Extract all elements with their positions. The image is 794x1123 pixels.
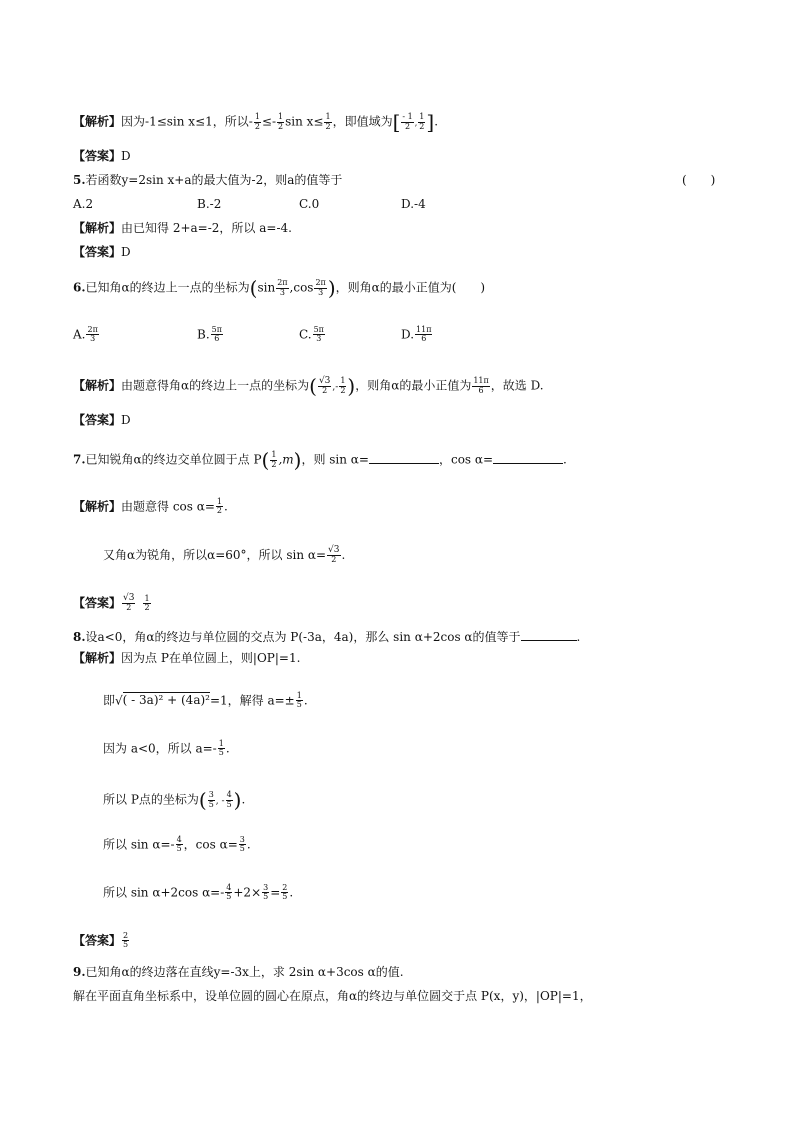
option-a: A. $\frac{2\pi}{3}$ xyxy=(73,325,98,344)
answer-tag: 【答案】 xyxy=(73,595,122,610)
option-a: A.2 xyxy=(73,197,94,211)
option-c: C. $\frac{5\pi}{3}$ xyxy=(299,325,324,344)
fraction: $\frac{1}{2}$ xyxy=(216,497,223,516)
q6-answer xyxy=(73,414,131,426)
option-b: B. $\frac{5\pi}{6}$ xyxy=(197,325,222,344)
q7-analysis: 【解析】由题意得 cos α= $\frac{1}{2}$ . xyxy=(73,497,228,516)
question-number: 5. xyxy=(73,173,86,187)
fraction: $\frac{2\pi}{3}$ xyxy=(315,278,326,297)
analysis-tag: 【解析】 xyxy=(73,499,122,514)
fraction: $\frac{- 1}{2}$ xyxy=(402,112,413,131)
option-c: C.0 xyxy=(299,197,320,211)
analysis-text: 由题意得 cos α= xyxy=(121,499,215,514)
question-number: 9. xyxy=(73,965,86,979)
q9-solution: 解在平面直角坐标系中，设单位圆的圆心在原点，角α的终边与单位圆交于点 P(x，y)，|OP|=1， xyxy=(73,989,592,1003)
q6-options xyxy=(73,326,473,350)
fraction: $\frac{1}{5}$ xyxy=(296,691,302,710)
answer-value: D xyxy=(121,245,131,259)
question-7: 7.已知锐角α的终边交单位圆于点 P( $\frac{1}{2}$ ,m)，则 sin α= ，cos α= . xyxy=(73,448,567,472)
analysis-text: 由已知得 2+a=-2，所以 a=-4. xyxy=(121,221,292,235)
question-text: 已知角α的终边落在直线y=-3x上，求 2sin α+3cos α的值. xyxy=(85,965,404,979)
question-9 xyxy=(73,966,404,978)
analysis-tag: 【解析】 xyxy=(73,221,122,235)
fill-blank-cos[interactable] xyxy=(493,451,563,464)
question-8: 8.设a<0，角α的终边与单位圆的交点为 P(-3a，4a)，那么 sin α+2cos α的值等于 . xyxy=(73,630,581,644)
analysis-tag: 【解析】 xyxy=(73,378,122,393)
answer-tag: 【答案】 xyxy=(73,413,122,427)
question-5 xyxy=(73,174,342,186)
q6-analysis: 【解析】由题意得角α的终边上一点的坐标为( $\frac{√3}{2}$ ,- $\frac{1}{2}$ )，则角α的最小正值为 $\frac{11\pi}{6}$ ，故选 D. xyxy=(73,374,544,398)
answer-tag: 【答案】 xyxy=(73,933,122,948)
fraction: $\frac{2\pi}{3}$ xyxy=(277,278,288,297)
q8-step-4: 所以 sin α=- $\frac{4}{5}$ ，cos α= $\frac{3}{5}$ . xyxy=(103,835,251,854)
question-number: 7. xyxy=(73,452,86,467)
question-text: ，则 sin α= xyxy=(301,452,369,467)
question-text: 已知锐角α的终边交单位圆于点 P xyxy=(85,452,262,467)
analysis-text: ，则角α的最小正值为 xyxy=(355,378,472,393)
question-text: ，cos α= xyxy=(438,452,494,467)
fraction: $\frac{3}{5}$ xyxy=(208,790,214,809)
answer-tag: 【答案】 xyxy=(73,245,122,259)
q8-answer xyxy=(73,932,130,950)
question-text: ，则角α的最小正值为( ) xyxy=(335,280,486,295)
fill-blank[interactable] xyxy=(521,628,577,641)
fraction: $\frac{4}{5}$ xyxy=(176,835,182,854)
fraction: $\frac{1}{2}$ xyxy=(340,376,346,395)
fraction: $\frac{3}{5}$ xyxy=(239,835,245,854)
fraction: $\frac{1}{2}$ xyxy=(278,112,284,131)
analysis-text: ，即值域为 xyxy=(332,114,393,129)
question-text: 已知角α的终边上一点的坐标为 xyxy=(85,280,250,295)
option-d: D.-4 xyxy=(401,197,426,211)
q8-analysis xyxy=(73,652,300,664)
analysis-text: 因为-1≤sin x≤1，所以- xyxy=(121,114,253,129)
q8-step-3: 所以 P点的坐标为( $\frac{3}{5}$ , - $\frac{4}{5}$ ). xyxy=(103,788,246,812)
option-b: B.-2 xyxy=(197,197,222,211)
analysis-text: sin x≤ xyxy=(285,114,324,129)
fill-blank-sin[interactable] xyxy=(369,451,439,464)
fraction: $\frac{11\pi}{6}$ xyxy=(473,376,489,395)
q7-answer xyxy=(73,594,152,613)
fraction: $\frac{1}{2}$ xyxy=(325,112,331,131)
analysis-text: ，故选 D. xyxy=(490,378,544,393)
answer-tag: 【答案】 xyxy=(73,149,122,163)
answer-value: D xyxy=(121,413,131,427)
fraction: $\frac{1}{2}$ xyxy=(271,450,277,469)
question-6: 6.已知角α的终边上一点的坐标为(sin $\frac{2\pi}{3}$ ,cos $\frac{2\pi}{3}$ )，则角α的最小正值为( ) xyxy=(73,276,486,300)
fraction: $\frac{1}{5}$ xyxy=(218,739,224,758)
analysis-text: 由题意得角α的终边上一点的坐标为 xyxy=(121,378,310,393)
fraction: $\frac{√3}{2}$ xyxy=(318,375,331,396)
analysis-text: ≤- xyxy=(261,114,277,129)
fraction: $\frac{4}{5}$ xyxy=(226,883,232,902)
q8-step-5: 所以 sin α+2cos α=- $\frac{4}{5}$ +2× $\frac{3}{5}$ = $\frac{2}{5}$ . xyxy=(103,883,294,902)
q8-step-1: 即√( - 3a)² + (4a)²=1，解得 a=± $\frac{1}{5}$ . xyxy=(103,691,308,710)
analysis-tag: 【解析】 xyxy=(73,114,122,129)
q8-step-2: 因为 a<0，所以 a=- $\frac{1}{5}$ . xyxy=(103,739,230,758)
q5-analysis xyxy=(73,222,292,234)
fraction: $\frac{4}{5}$ xyxy=(226,790,232,809)
answer-value: D xyxy=(121,149,131,163)
fraction: $\frac{√3}{2}$ xyxy=(328,545,340,565)
answer-value: $\frac{√3}{2}$ xyxy=(123,593,135,613)
analysis-tag: 【解析】 xyxy=(73,651,122,665)
question-number: 6. xyxy=(73,280,86,295)
answer-value: $\frac{2}{5}$ xyxy=(123,931,129,950)
analysis-text: 又角α为锐角，所以α=60°，所以 sin α= xyxy=(103,547,327,562)
question-number: 8. xyxy=(73,630,86,644)
answer-value: $\frac{1}{2}$ xyxy=(144,593,150,612)
prev-analysis-line: 【解析】因为-1≤sin x≤1，所以- $\frac{1}{2}$ ≤- $\frac{1}{2}$ sin x≤ $\frac{1}{2}$ ，即值域为[ $\frac{- 1}{2}$ , $\frac{1}{2}$ ]. xyxy=(73,110,439,134)
fraction: $\frac{2}{5}$ xyxy=(282,883,288,902)
q5-options xyxy=(73,198,473,212)
fraction: $\frac{1}{2}$ xyxy=(254,112,260,131)
answer-paren: ( ) xyxy=(682,173,716,187)
prev-answer-line xyxy=(73,150,131,162)
question-text: 若函数y=2sin x+a的最大值为-2，则a的值等于 xyxy=(85,173,343,187)
analysis-text: 因为点 P在单位圆上，则|OP|=1. xyxy=(121,651,301,665)
fraction: $\frac{1}{2}$ xyxy=(419,112,425,131)
question-text: 设a<0，角α的终边与单位圆的交点为 P(-3a，4a)，那么 sin α+2cos α的值等于 xyxy=(85,630,521,644)
q7-analysis-step: 又角α为锐角，所以α=60°，所以 sin α= $\frac{√3}{2}$ . xyxy=(103,545,346,565)
q5-answer xyxy=(73,246,131,258)
fraction: $\frac{3}{5}$ xyxy=(263,883,269,902)
option-d: D. $\frac{11\pi}{6}$ xyxy=(401,325,432,344)
